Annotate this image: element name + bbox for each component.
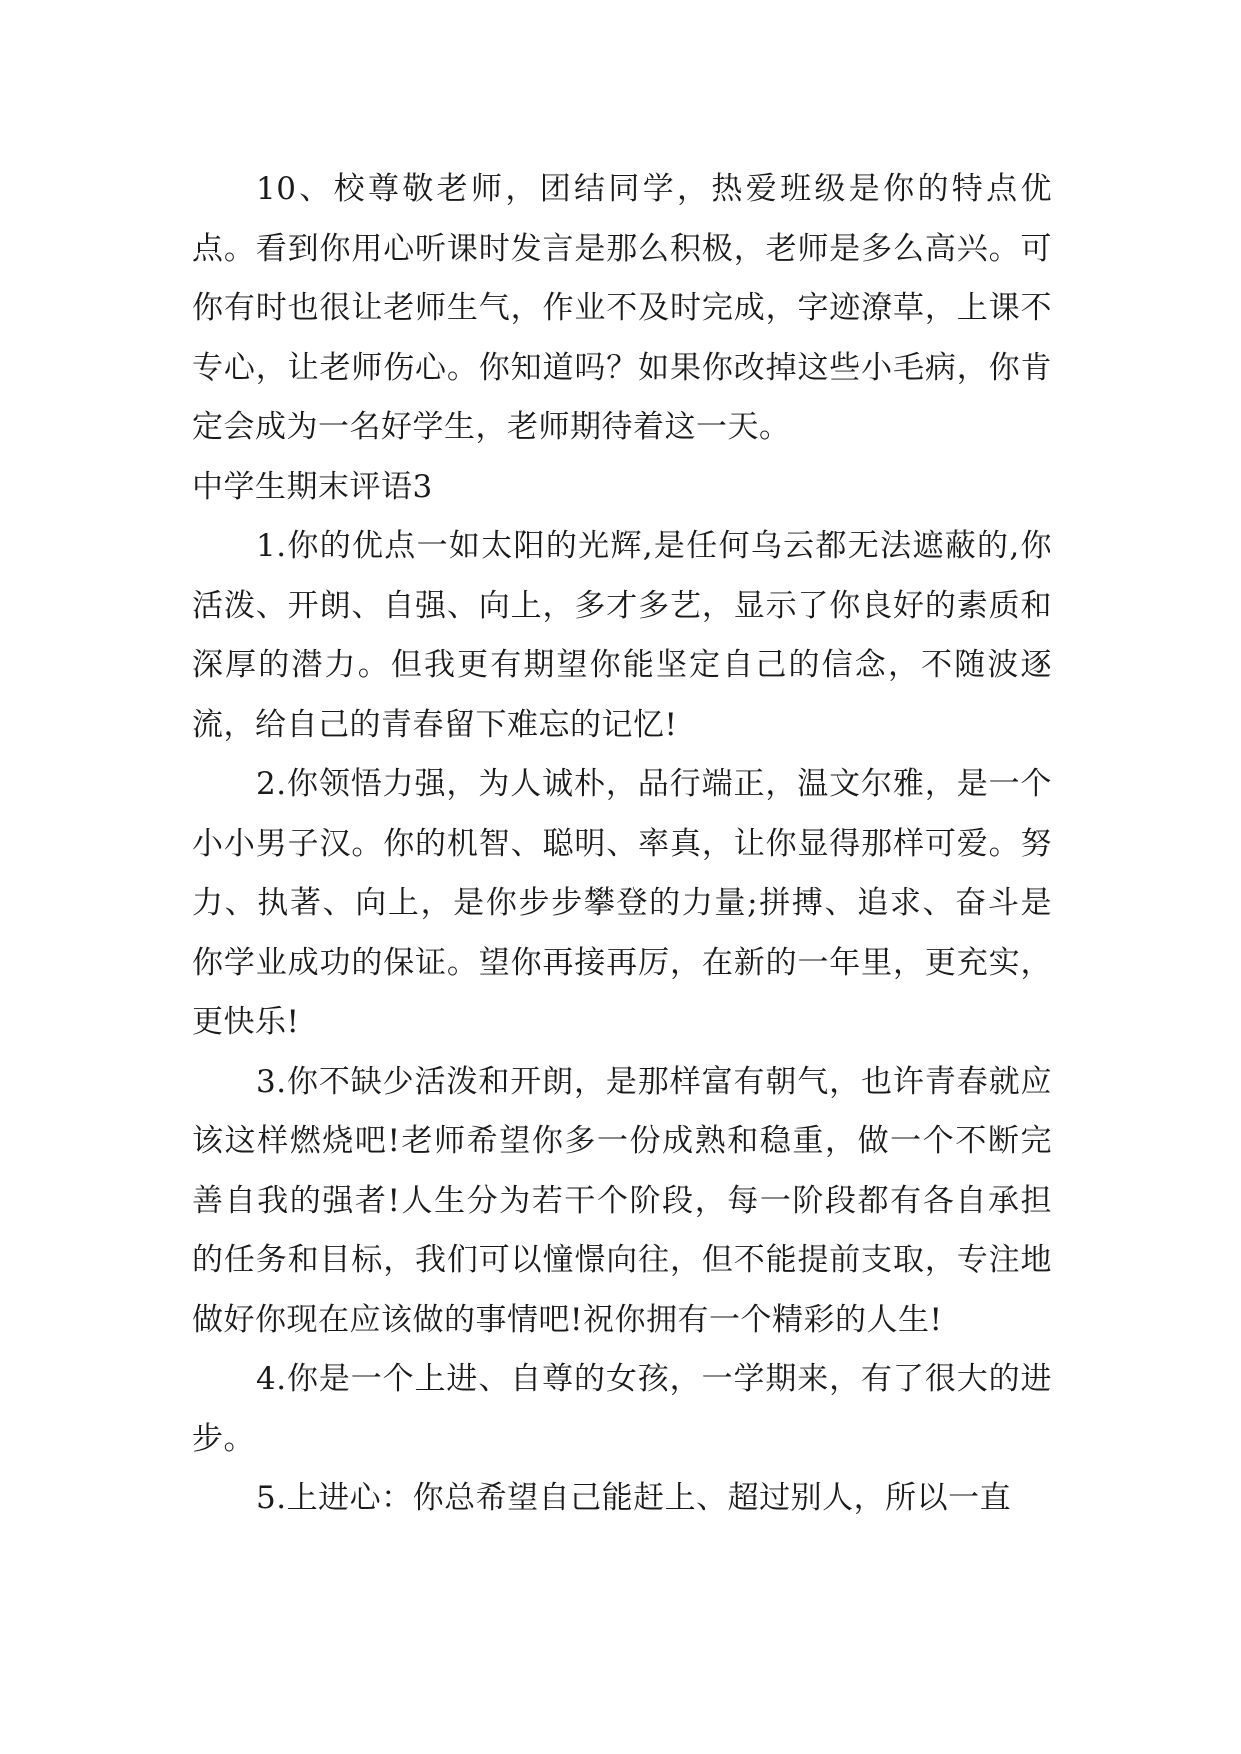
paragraph-3: 3.你不缺少活泼和开朗，是那样富有朝气，也许青春就应该这样燃烧吧!老师希望你多一份成熟和稳重，做一个不断完善自我的强者!人生分为若干个阶段，每一阶段都有各自承担的任务和目标，我们可以憧憬向往，但不能提前支取，专注地做好你现在应该做的事情吧!祝你拥有一个精彩的人生! — [192, 1063, 1052, 1338]
section-title: 中学生期末评语3 — [192, 468, 433, 505]
paragraph-1: 1.你的优点一如太阳的光辉,是任何乌云都无法遮蔽的,你活泼、开朗、自强、向上，多才多艺，显示了你良好的素质和深厚的潜力。但我更有期望你能坚定自己的信念，不随波逐流，给自己的青春留下难忘的记忆! — [192, 528, 1052, 743]
paragraph-2: 2.你领悟力强，为人诚朴，品行端正，温文尔雅，是一个小小男子汉。你的机智、聪明、率真，让你显得那样可爱。努力、执著、向上，是你步步攀登的力量;拼搏、追求、奋斗是你学业成功的保证。望你再接再厉，在新的一年里，更充实，更快乐! — [192, 766, 1052, 1040]
document-page — [192, 160, 1052, 1529]
paragraph-4: 4.你是一个上进、自尊的女孩，一学期来，有了很大的进步。 — [192, 1361, 1052, 1457]
paragraph-5: 5.上进心：你总希望自己能赶上、超过别人，所以一直 — [256, 1480, 1012, 1516]
paragraph-10: 10、校尊敬老师，团结同学，热爱班级是你的特点优点。看到你用心听课时发言是那么积极，老师是多么高兴。可你有时也很让老师生气，作业不及时完成，字迹潦草，上课不专心，让老师伤心。你知道吗？如果你改掉这些小毛病，你肯定会成为一名好学生，老师期待着这一天。 — [192, 171, 1052, 445]
